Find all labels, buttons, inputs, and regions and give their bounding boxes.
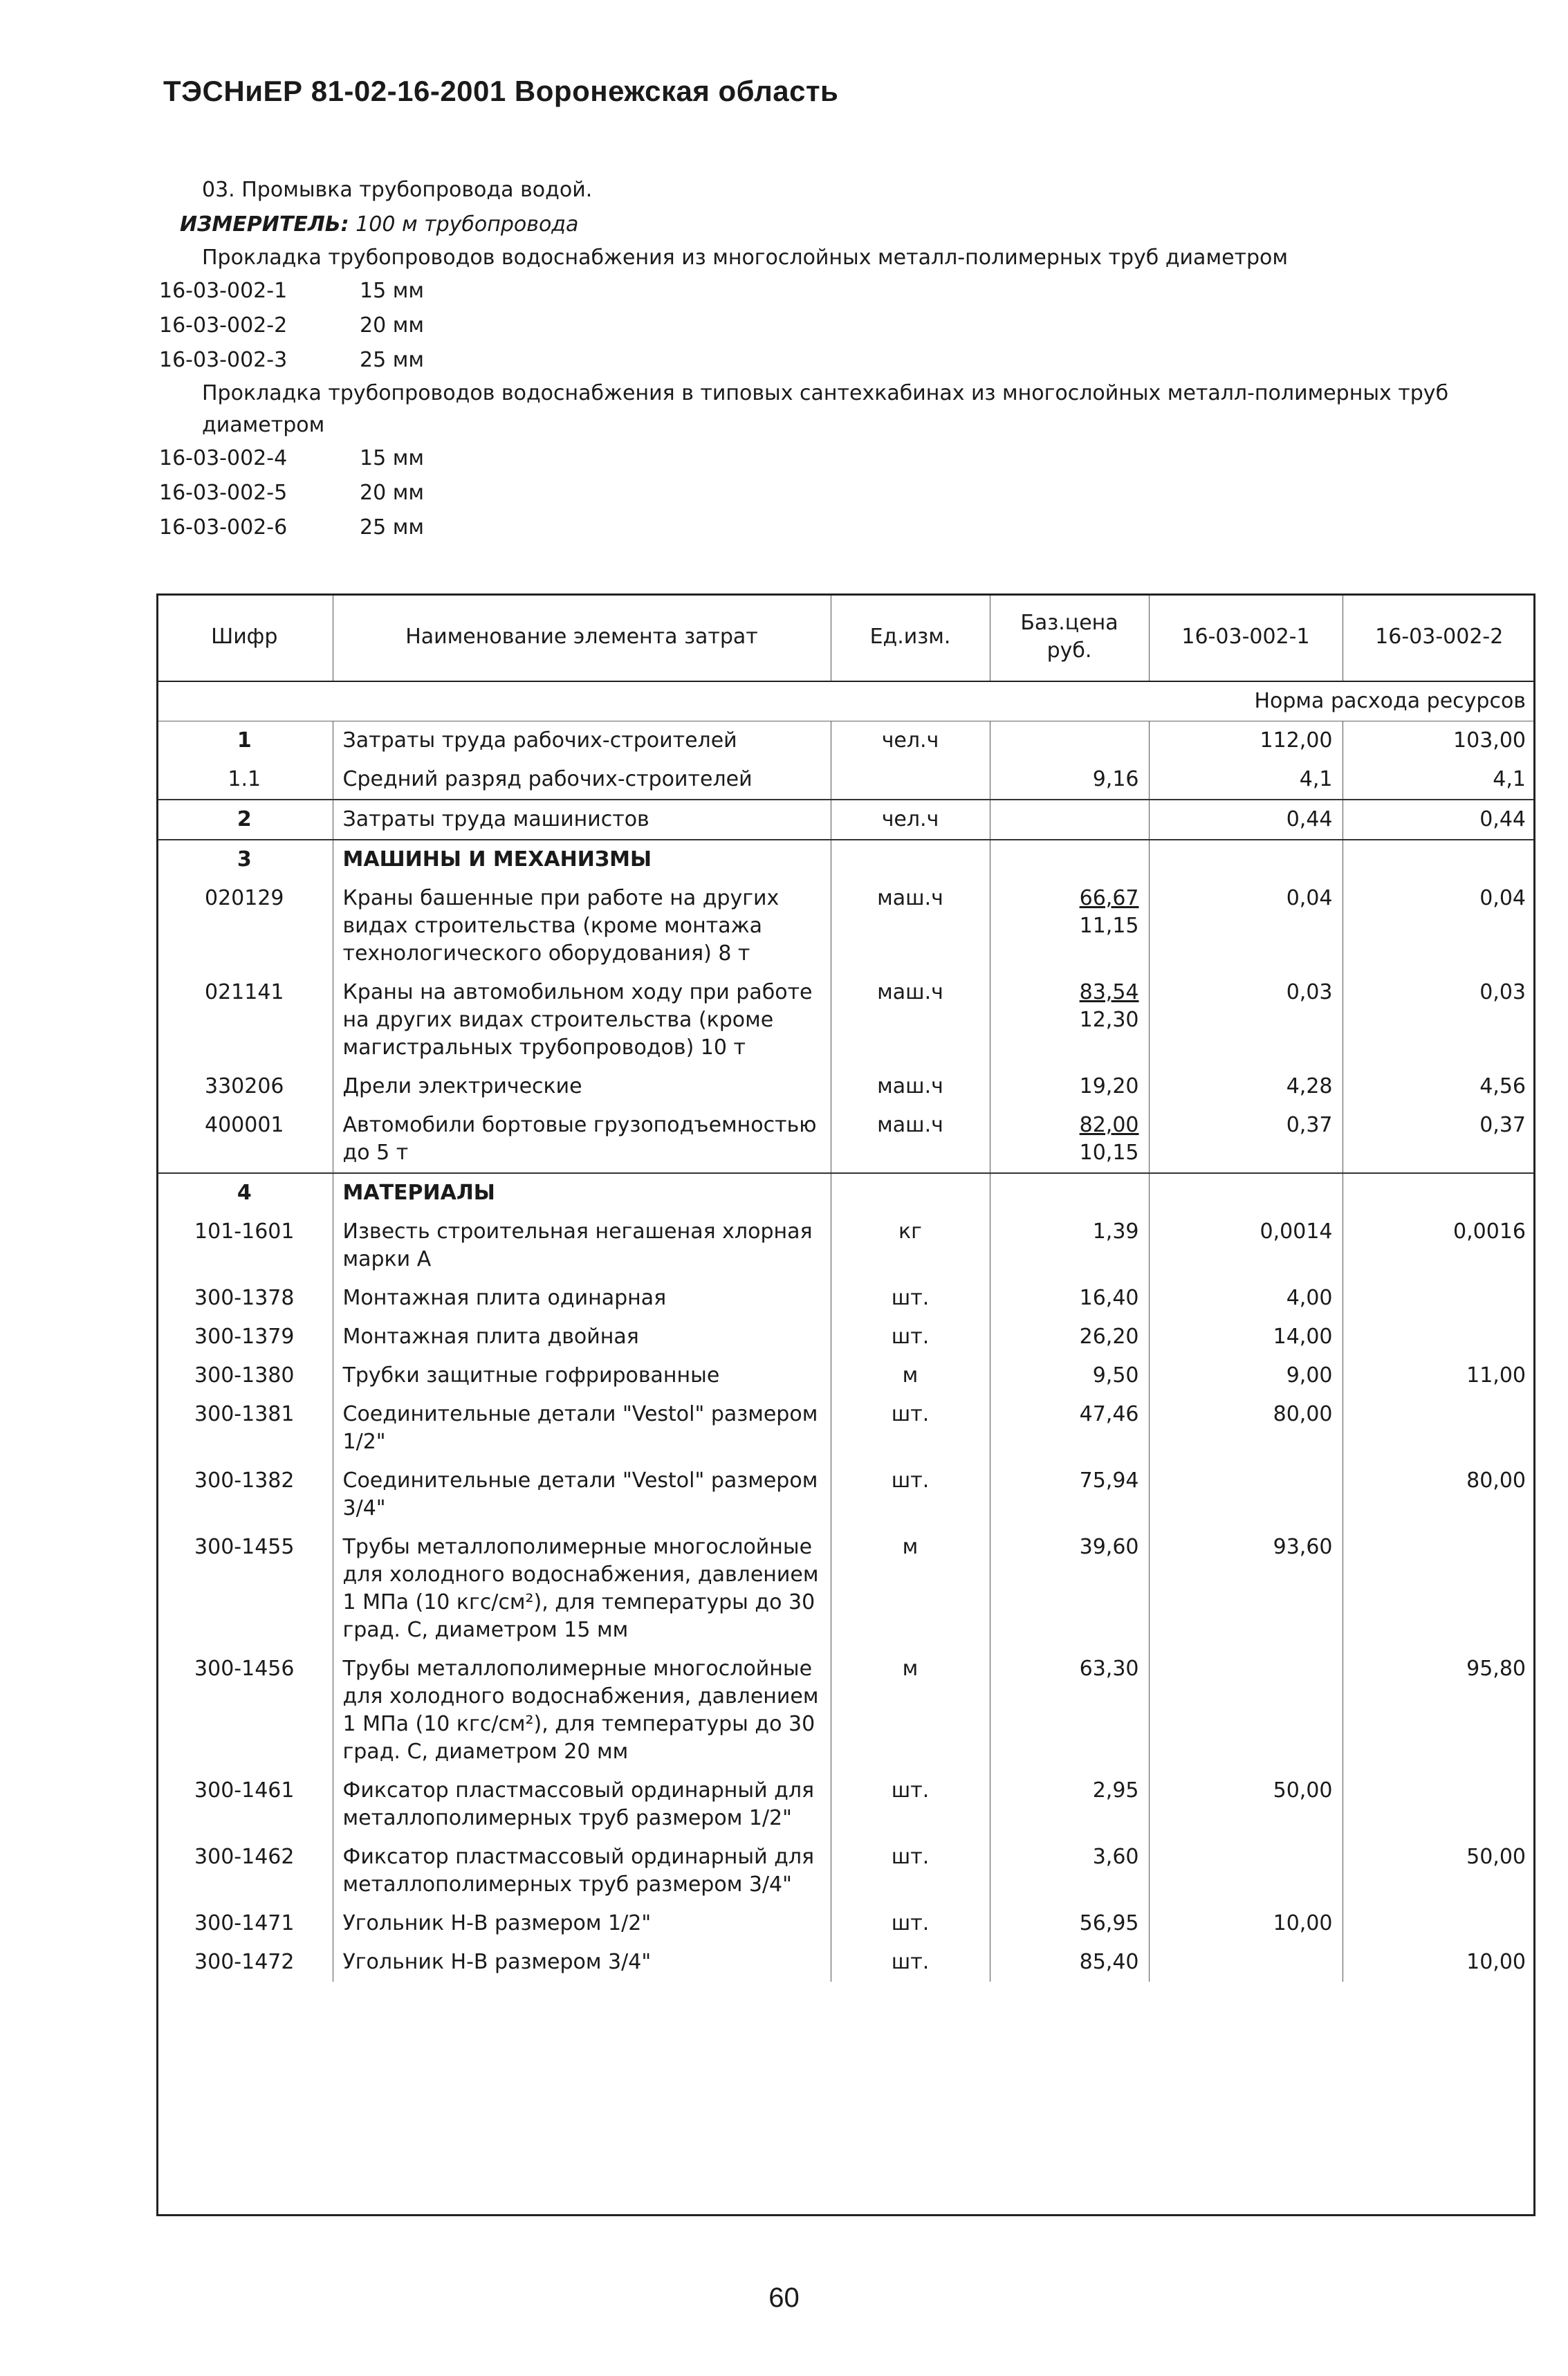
- header-price: Баз.цена руб.: [990, 593, 1149, 681]
- row-price: [990, 1173, 1149, 1213]
- table-row: [156, 1395, 1535, 1462]
- row-value-col1: 0,04: [1149, 879, 1343, 973]
- row-value-col2: 103,00: [1343, 721, 1535, 761]
- table-row: [156, 879, 1535, 973]
- row-price: [990, 879, 1149, 973]
- row-value-col1: 10,00: [1149, 1904, 1343, 1943]
- header-name: Наименование элемента затрат: [333, 593, 831, 681]
- row-value-col2: 0,44: [1343, 800, 1535, 840]
- row-code: 300-1381: [194, 1402, 295, 1426]
- price-primary: 39,60: [1079, 1535, 1139, 1559]
- row-value-col2: [1343, 840, 1535, 879]
- row-unit: м: [831, 1650, 990, 1771]
- row-price: [990, 1395, 1149, 1462]
- row-name: Фиксатор пластмассовый ординарный для металлополимерных труб размером 3/4": [333, 1838, 831, 1904]
- row-unit: шт.: [831, 1395, 990, 1462]
- price-primary: 83,54: [1079, 980, 1139, 1004]
- table-row: [156, 1943, 1535, 1982]
- row-value-col1: [1149, 1838, 1343, 1904]
- row-price: [990, 1462, 1149, 1528]
- row-value-col1: 0,44: [1149, 800, 1343, 840]
- header-col2: 16-03-002-2: [1343, 593, 1535, 681]
- row-value-col1: 4,00: [1149, 1279, 1343, 1318]
- price-primary: 75,94: [1079, 1468, 1139, 1493]
- row-value-col1: [1149, 1943, 1343, 1982]
- price-primary: 9,16: [1092, 767, 1139, 791]
- row-unit: [831, 840, 990, 879]
- row-unit: чел.ч: [831, 800, 990, 840]
- row-code: 2: [156, 800, 333, 840]
- row-code: 1.1: [228, 767, 261, 791]
- row-value-col2: 80,00: [1343, 1462, 1535, 1528]
- price-primary: 66,67: [1079, 886, 1139, 910]
- group2-description: Прокладка трубопроводов водоснабжения в типовых сантехкабинах из многослойных металл-полимерных труб диаметром: [202, 381, 1449, 437]
- row-value-col1: [1149, 1462, 1343, 1528]
- table-row: [156, 1279, 1535, 1318]
- row-name: Монтажная плита двойная: [333, 1318, 831, 1356]
- row-name: Затраты труда машинистов: [333, 800, 831, 840]
- row-code: 300-1380: [194, 1363, 295, 1388]
- norma-row: [156, 681, 1535, 721]
- resource-norms-table: [156, 593, 1535, 1982]
- row-price: [990, 1067, 1149, 1106]
- row-name: Затраты труда рабочих-строителей: [333, 721, 831, 761]
- row-code: 400001: [204, 1113, 284, 1137]
- table-row: [156, 760, 1535, 800]
- group1-description: Прокладка трубопроводов водоснабжения из многослойных металл-полимерных труб диаметром: [202, 246, 1289, 270]
- price-primary: 3,60: [1092, 1845, 1139, 1869]
- price-primary: 82,00: [1079, 1113, 1139, 1137]
- row-code: 3: [156, 840, 333, 879]
- row-name: Краны башенные при работе на других видах строительства (кроме монтажа технологического оборудования) 8 т: [333, 879, 831, 973]
- norma-label: Норма расхода ресурсов: [156, 681, 1535, 721]
- table-row: [156, 1173, 1535, 1213]
- size: 15 мм: [360, 446, 424, 470]
- table-row: [156, 721, 1535, 761]
- row-value-col2: 0,04: [1343, 879, 1535, 973]
- row-value-col1: 4,28: [1149, 1067, 1343, 1106]
- row-code: 300-1471: [194, 1911, 295, 1935]
- row-name: МАШИНЫ И МЕХАНИЗМЫ: [333, 840, 831, 879]
- price-primary: 19,20: [1079, 1074, 1139, 1098]
- row-price: [990, 1650, 1149, 1771]
- row-value-col2: 4,1: [1343, 760, 1535, 800]
- code: 16-03-002-4: [159, 446, 288, 470]
- row-value-col1: 80,00: [1149, 1395, 1343, 1462]
- row-value-col1: 112,00: [1149, 721, 1343, 761]
- row-price: [990, 840, 1149, 879]
- table-row: [156, 1650, 1535, 1771]
- table-row: [156, 1462, 1535, 1528]
- price-primary: 47,46: [1079, 1402, 1139, 1426]
- row-value-col2: 95,80: [1343, 1650, 1535, 1771]
- row-unit: [831, 1173, 990, 1213]
- row-value-col2: [1343, 1279, 1535, 1318]
- row-code: 300-1379: [194, 1325, 295, 1349]
- row-unit: шт.: [831, 1279, 990, 1318]
- row-value-col1: 0,03: [1149, 973, 1343, 1067]
- page-header-title: ТЭСНиЕР 81-02-16-2001 Воронежская область: [163, 75, 839, 107]
- row-value-col1: 0,37: [1149, 1106, 1343, 1173]
- row-code: 101-1601: [194, 1219, 295, 1244]
- header-unit: Ед.изм.: [831, 593, 990, 681]
- price-secondary: 10,15: [1079, 1141, 1139, 1165]
- row-name: Монтажная плита одинарная: [333, 1279, 831, 1318]
- row-code: 021141: [204, 980, 284, 1004]
- row-code: 330206: [204, 1074, 284, 1098]
- row-code: 300-1461: [194, 1778, 295, 1803]
- row-value-col1: 50,00: [1149, 1771, 1343, 1838]
- row-value-col1: [1149, 1173, 1343, 1213]
- row-unit: [831, 760, 990, 800]
- row-price: [990, 1279, 1149, 1318]
- row-unit: шт.: [831, 1462, 990, 1528]
- table-row: [156, 973, 1535, 1067]
- row-value-col1: 93,60: [1149, 1528, 1343, 1650]
- size: 15 мм: [360, 279, 424, 303]
- row-price: [990, 1318, 1149, 1356]
- row-name: Трубки защитные гофрированные: [333, 1356, 831, 1395]
- price-primary: 56,95: [1079, 1911, 1139, 1935]
- row-price: [990, 721, 1149, 761]
- row-unit: м: [831, 1356, 990, 1395]
- row-value-col2: 10,00: [1343, 1943, 1535, 1982]
- page-number: 60: [768, 2283, 800, 2313]
- row-unit: шт.: [831, 1943, 990, 1982]
- group1-code-row: [159, 274, 1515, 308]
- row-value-col2: 0,03: [1343, 973, 1535, 1067]
- row-code: 300-1462: [194, 1845, 295, 1869]
- row-value-col1: 4,1: [1149, 760, 1343, 800]
- price-primary: 1,39: [1092, 1219, 1139, 1244]
- row-name: МАТЕРИАЛЫ: [333, 1173, 831, 1213]
- row-unit: маш.ч: [831, 1067, 990, 1106]
- table-row: [156, 1838, 1535, 1904]
- price-primary: 9,50: [1092, 1363, 1139, 1388]
- row-unit: шт.: [831, 1771, 990, 1838]
- table-row: [156, 840, 1535, 879]
- row-code: 300-1456: [194, 1657, 295, 1681]
- measure-line: [159, 208, 1515, 242]
- group2-code-row: [159, 476, 1515, 510]
- table-row: [156, 800, 1535, 840]
- row-code: 1: [237, 728, 252, 753]
- row-value-col2: 11,00: [1343, 1356, 1535, 1395]
- code: 16-03-002-3: [159, 348, 288, 372]
- row-code: 300-1382: [194, 1468, 295, 1493]
- price-primary: 16,40: [1079, 1286, 1139, 1310]
- row-value-col2: [1343, 1173, 1535, 1213]
- row-price: [990, 973, 1149, 1067]
- intro-block: [159, 173, 1515, 545]
- row-value-col1: [1149, 1650, 1343, 1771]
- row-unit: маш.ч: [831, 1106, 990, 1173]
- code: 16-03-002-5: [159, 481, 288, 505]
- row-value-col1: 9,00: [1149, 1356, 1343, 1395]
- group1-code-row: [159, 343, 1515, 378]
- header-col1: 16-03-002-1: [1149, 593, 1343, 681]
- operation-title: 03. Промывка трубопровода водой.: [202, 178, 593, 202]
- table-row: [156, 1106, 1535, 1173]
- row-name: Трубы металлополимерные многослойные для холодного водоснабжения, давлением 1 МПа (10 кгс/см²), для температуры до 30 град. С, диаметром 20 мм: [333, 1650, 831, 1771]
- row-unit: шт.: [831, 1904, 990, 1943]
- row-price: [990, 1771, 1149, 1838]
- table-header-row: [156, 593, 1535, 681]
- row-price: [990, 1356, 1149, 1395]
- table-row: [156, 1528, 1535, 1650]
- row-name: Дрели электрические: [333, 1067, 831, 1106]
- price-secondary: 11,15: [1079, 914, 1139, 938]
- group2-code-row: [159, 510, 1515, 545]
- row-unit: м: [831, 1528, 990, 1650]
- row-price: [990, 1904, 1149, 1943]
- row-value-col2: 0,37: [1343, 1106, 1535, 1173]
- row-name: Угольник Н-В размером 3/4": [333, 1943, 831, 1982]
- row-name: Фиксатор пластмассовый ординарный для металлополимерных труб размером 1/2": [333, 1771, 831, 1838]
- row-code: 4: [156, 1173, 333, 1213]
- row-name: Соединительные детали "Vestol" размером 1/2": [333, 1395, 831, 1462]
- row-price: [990, 1943, 1149, 1982]
- row-value-col1: 14,00: [1149, 1318, 1343, 1356]
- row-name: Средний разряд рабочих-строителей: [333, 760, 831, 800]
- row-value-col2: [1343, 1528, 1535, 1650]
- row-unit: маш.ч: [831, 973, 990, 1067]
- group2-code-row: [159, 441, 1515, 476]
- price-primary: 85,40: [1079, 1950, 1139, 1974]
- measure-value: 100 м трубопровода: [356, 212, 579, 237]
- row-price: [990, 1838, 1149, 1904]
- row-unit: маш.ч: [831, 879, 990, 973]
- row-price: [990, 1213, 1149, 1279]
- price-primary: 2,95: [1092, 1778, 1139, 1803]
- measure-label: ИЗМЕРИТЕЛЬ:: [180, 212, 349, 237]
- row-name: Трубы металлополимерные многослойные для холодного водоснабжения, давлением 1 МПа (10 кгс/см²), для температуры до 30 град. С, диаметром 15 мм: [333, 1528, 831, 1650]
- code: 16-03-002-1: [159, 279, 288, 303]
- row-price: [990, 1528, 1149, 1650]
- row-value-col2: [1343, 1318, 1535, 1356]
- row-unit: шт.: [831, 1318, 990, 1356]
- price-secondary: 12,30: [1079, 1008, 1139, 1032]
- group1-code-row: [159, 308, 1515, 343]
- size: 25 мм: [360, 348, 424, 372]
- price-primary: 63,30: [1079, 1657, 1139, 1681]
- row-name: Угольник Н-В размером 1/2": [333, 1904, 831, 1943]
- size: 25 мм: [360, 515, 424, 540]
- row-value-col2: 50,00: [1343, 1838, 1535, 1904]
- row-name: Соединительные детали "Vestol" размером 3/4": [333, 1462, 831, 1528]
- table-row: [156, 1904, 1535, 1943]
- row-name: Автомобили бортовые грузоподъемностью до 5 т: [333, 1106, 831, 1173]
- row-unit: шт.: [831, 1838, 990, 1904]
- table-row: [156, 1067, 1535, 1106]
- size: 20 мм: [360, 481, 424, 505]
- table-row: [156, 1318, 1535, 1356]
- row-price: [990, 760, 1149, 800]
- row-value-col2: 0,0016: [1343, 1213, 1535, 1279]
- row-value-col2: [1343, 1395, 1535, 1462]
- price-primary: 26,20: [1079, 1325, 1139, 1349]
- code: 16-03-002-6: [159, 515, 288, 540]
- row-unit: кг: [831, 1213, 990, 1279]
- header-code: Шифр: [156, 593, 333, 681]
- row-price: [990, 1106, 1149, 1173]
- row-code: 020129: [204, 886, 284, 910]
- code: 16-03-002-2: [159, 313, 288, 338]
- size: 20 мм: [360, 313, 424, 338]
- row-value-col1: 0,0014: [1149, 1213, 1343, 1279]
- row-code: 300-1378: [194, 1286, 295, 1310]
- table-row: [156, 1771, 1535, 1838]
- table-row: [156, 1213, 1535, 1279]
- row-price: [990, 800, 1149, 840]
- row-name: Краны на автомобильном ходу при работе на других видах строительства (кроме магистральных трубопроводов) 10 т: [333, 973, 831, 1067]
- row-name: Известь строительная негашеная хлорная марки А: [333, 1213, 831, 1279]
- row-unit: чел.ч: [831, 721, 990, 761]
- row-value-col1: [1149, 840, 1343, 879]
- row-value-col2: [1343, 1771, 1535, 1838]
- row-code: 300-1472: [194, 1950, 295, 1974]
- table-row: [156, 1356, 1535, 1395]
- row-value-col2: [1343, 1904, 1535, 1943]
- row-value-col2: 4,56: [1343, 1067, 1535, 1106]
- row-code: 300-1455: [194, 1535, 295, 1559]
